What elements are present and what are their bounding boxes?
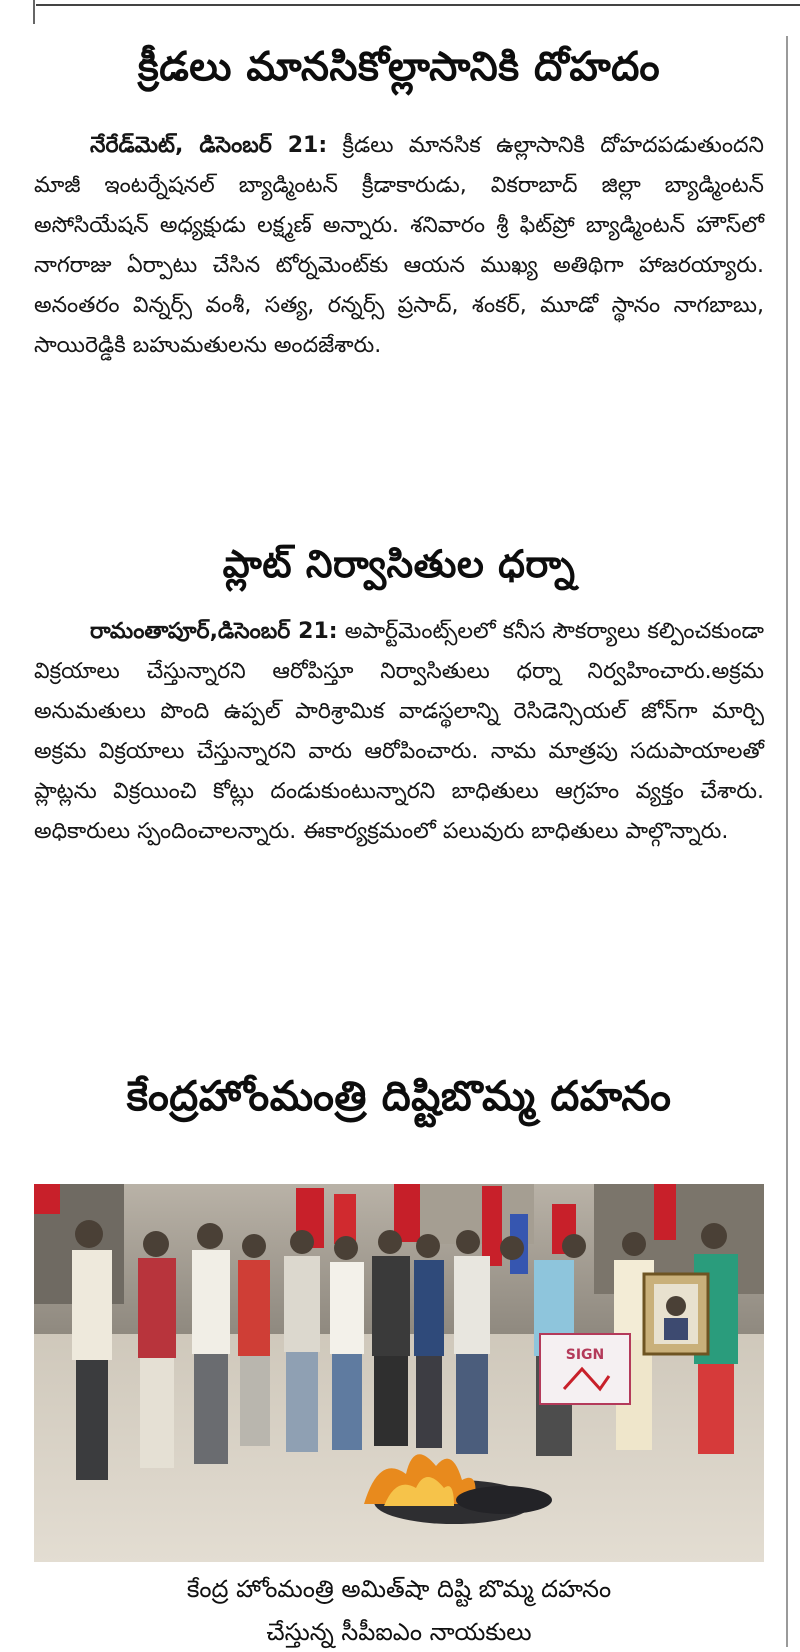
headline-plot-dharna: ప్లాట్ నిర్వాసితుల ధర్నా xyxy=(222,542,576,586)
article-sports-body xyxy=(34,126,764,366)
dharna-body-text: అపార్ట్‌మెంట్స్‌లలో కనీస సౌకర్యాలు కల్పించకుండా విక్రయాలు చేస్తున్నారని ఆరోపిస్తూ నిర్వాసితులు ధర్నా నిర్వహించారు.అక్రమ అనుమతులు పొంది ఉప్పల్ పారిశ్రామిక వాడస్థలాన్ని రెసిడెన్సియల్ జోన్‌గా మార్చి అక్రమ విక్రయాలు చేస్తున్నారని వారు ఆరోపించారు. నామ మాత్రపు సదుపాయాలతో ప్లాట్లను విక్రయించి కోట్లు దండుకుంటున్నారని బాధితులు ఆగ్రహం వ్యక్తం చేశారు. అధికారులు స్పందించాలన్నారు. ఈకార్యక్రమంలో పలువురు బాధితులు పాల్గొన్నారు. xyxy=(34,619,764,844)
right-column-rule xyxy=(786,36,788,1647)
top-rule xyxy=(36,4,800,6)
news-photo xyxy=(34,1184,764,1562)
sports-body-text: క్రీడలు మానసిక ఉల్లాసానికి దోహదపడుతుందని మాజీ ఇంటర్నేషనల్ బ్యాడ్మింటన్ క్రీడాకారుడు, వికరాబాద్ జిల్లా బ్యాడ్మింటన్ అసోసియేషన్ అధ్యక్షుడు లక్ష్మణ్ అన్నారు. శనివారం శ్రీ ఫిట్‌ప్రో బ్యాడ్మింటన్ హౌస్‌లో నాగరాజు ఏర్పాటు చేసిన టోర్నమెంట్‌కు ఆయన ముఖ్య అతిథిగా హాజరయ్యారు. అనంతరం విన్నర్స్ వంశీ, సత్య, రన్నర్స్ ప్రసాద్, శంకర్, మూడో స్థానం నాగబాబు, సాయిరెడ్డికి బహుమతులను అందజేశారు. xyxy=(34,133,765,358)
placard xyxy=(540,1334,630,1404)
protest-photo-illustration xyxy=(34,1184,764,1562)
article-dharna-body xyxy=(34,612,764,852)
dateline-dharna: రామంతాపూర్,డిసెంబర్ 21: xyxy=(90,619,338,644)
photo-caption-line-2: చేస్తున్న సీపీఐఎం నాయకులు xyxy=(266,1618,532,1646)
placard-text: SIGN xyxy=(565,1347,605,1363)
dateline-sports: నేరేడ్‌మెట్, డిసెంబర్ 21: xyxy=(90,133,328,158)
left-column-rule xyxy=(33,0,35,24)
photo-caption-line-1: కేంద్ర హోంమంత్రి అమిత్‌షా దిష్టి బొమ్మ దహనం xyxy=(186,1575,612,1603)
headline-sports: క్రీడలు మానసికోల్లాసానికి దోహదం xyxy=(137,44,661,90)
headline-effigy-burning: కేంద్రహోంమంత్రి దిష్టిబొమ్మ దహనం xyxy=(126,1072,672,1120)
portrait-frame xyxy=(644,1274,708,1354)
